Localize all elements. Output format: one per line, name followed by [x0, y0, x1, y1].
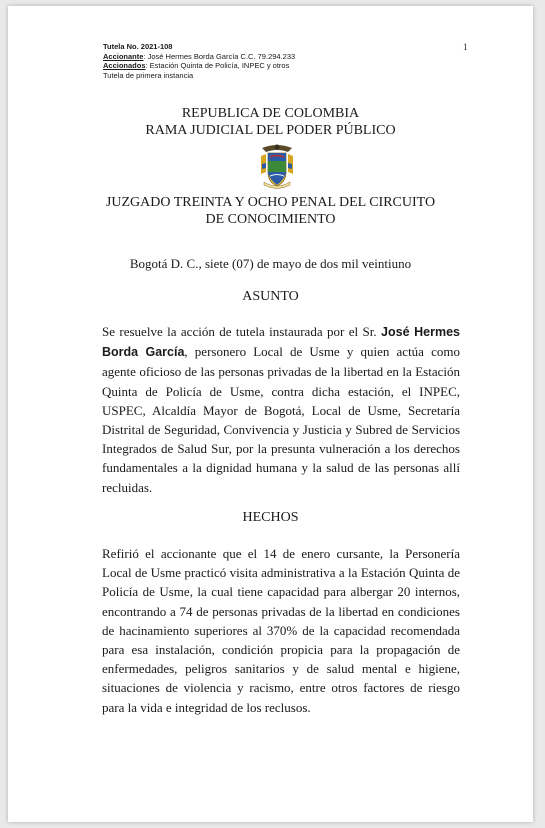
court-name — [8, 194, 533, 228]
instance-line: Tutela de primera instancia — [103, 70, 194, 80]
accionante-value: : José Hermes Borda García C.C. 79.294.233 — [143, 51, 296, 61]
court-line-2: DE CONOCIMIENTO — [205, 212, 336, 227]
court-line-1: JUZGADO TREINTA Y OCHO PENAL DEL CIRCUITO — [105, 195, 436, 210]
title-line-2: RAMA JUDICIAL DEL PODER PÚBLICO — [145, 123, 396, 138]
section-heading-asunto: ASUNTO — [242, 289, 299, 304]
asunto-paragraph — [102, 322, 460, 497]
asunto-text-after: , personero Local de Usme y quien actúa como agente oficioso de las personas privadas de la libertad en la Estación Quinta de Policía de Usme, contra dicha estación, el INPEC, USPEC, Alcaldía Mayor de Bogotá, Local de Usme, Secretaría Distrital de Seguridad, Convivencia y Justicia y Subred de Servicios Integrados de Salud Sur, por la presunta vulneración a los derechos fundamentales a la dignidad humana y la salud de las personas allí recluidas. — [102, 344, 460, 495]
asunto-text-before: Se resuelve la acción de tutela instaurada por el Sr. — [102, 324, 382, 339]
accionados-line — [103, 61, 295, 71]
colombia-coat-of-arms-icon — [258, 142, 296, 190]
accionados-label: Accionados — [103, 61, 146, 70]
document-page — [8, 6, 533, 822]
page-number: 1 — [463, 42, 468, 52]
section-heading-hechos: HECHOS — [242, 510, 299, 525]
title-line-1: REPUBLICA DE COLOMBIA — [181, 106, 360, 121]
accionados-value: : Estación Quinta de Policía, INPEC y otros — [145, 61, 290, 70]
document-title — [8, 105, 533, 139]
hechos-paragraph: Refirió el accionante que el 14 de enero cursante, la Personería Local de Usme practicó visita administrativa a la Estación Quinta de Policía de Usme, la cual tiene capacidad para albergar 20 internos, encontrando a 74 de personas privadas de la libertad en condiciones de hacinamiento superiores al 370% de la capacidad recomendada para esa instalación, condición propicia para la propagación de enfermedades, peligros sanitarios y de salud mental e higiene, situaciones de violencia y racismo, entre otros factores de riesgo para la vida e integridad de los reclusos. — [102, 546, 460, 715]
document-header — [103, 42, 295, 80]
accionante-line — [103, 52, 295, 62]
case-number: Tutela No. 2021-108 — [103, 42, 173, 51]
accionante-label: Accionante — [103, 51, 144, 61]
accionante-name: José Hermes Borda García — [102, 325, 461, 360]
document-date: Bogotá D. C., siete (07) de mayo de dos mil veintiuno — [129, 256, 412, 271]
